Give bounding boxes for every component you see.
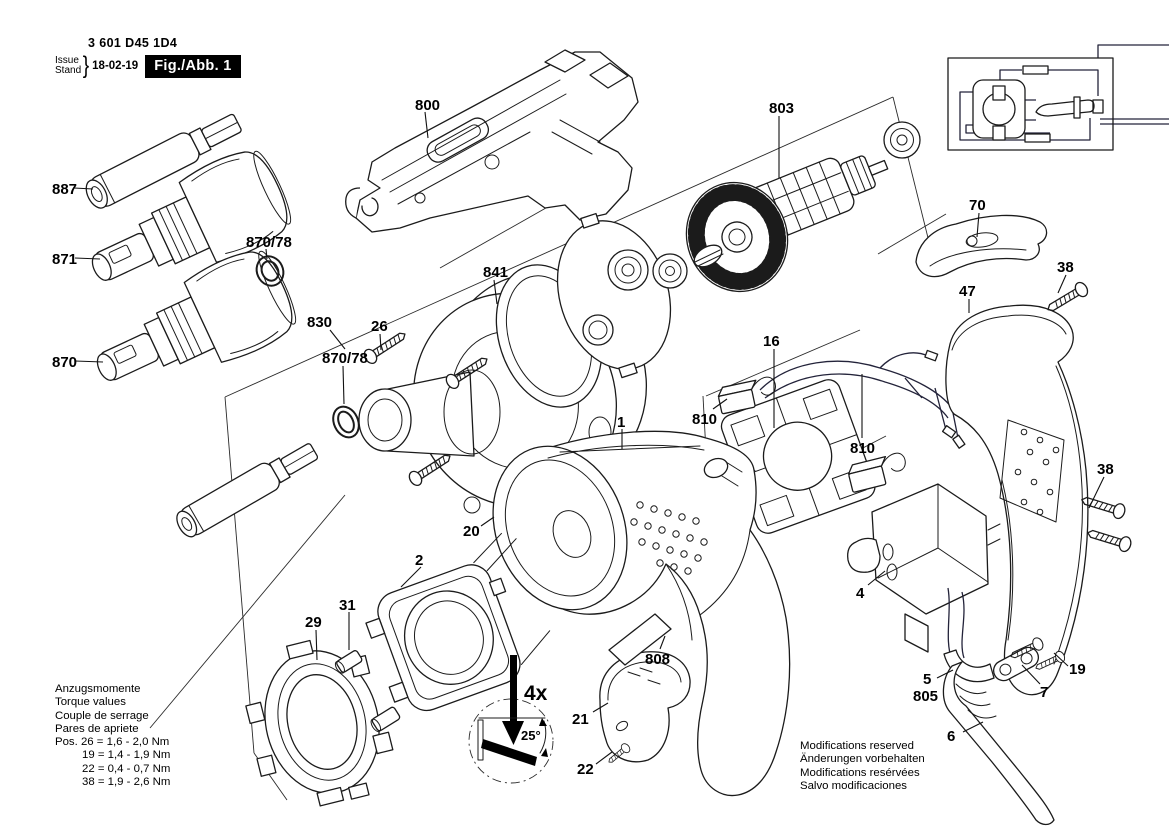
part-21-deflector [600,652,690,762]
callout-38-lower: 38 [1097,461,1114,478]
modification-line: Modifications resérvées [800,766,920,779]
leader-20 [481,517,494,526]
callout-800: 800 [415,97,441,114]
part-number: 3 601 D45 1D4 [88,36,178,50]
part-47-handle-shell [946,305,1088,694]
suppressor-symbol-top [1023,66,1048,74]
callout-2: 2 [415,552,424,569]
callout-887: 887 [52,181,78,198]
torque-value: 22 = 0,4 - 0,7 Nm [82,762,171,775]
callout-5: 5 [923,671,932,688]
issue-label: Issue [55,54,79,66]
leader-38-upper [1058,275,1066,293]
callout-31: 31 [339,597,356,614]
callout-830: 830 [307,314,333,331]
torque-value: 38 = 1,9 - 2,6 Nm [82,776,171,789]
modification-line: Modifications reserved [800,740,914,752]
callout-26: 26 [371,318,388,335]
suppressor-symbol-bottom [1025,134,1050,142]
callout-871: 871 [52,251,78,268]
callout-19: 19 [1069,661,1086,678]
leader-26 [380,334,381,350]
callout-7: 7 [1040,684,1049,701]
torque-line: Anzugsmomente [55,683,141,695]
part-800-screw-magazine [346,50,638,232]
part-4-switch [848,484,1000,652]
callout-810-right: 810 [850,440,876,457]
part-803-armature [671,122,920,306]
callout-870: 870 [52,354,78,371]
callout-870-78-upper: 870/78 [246,234,292,251]
quantity-marker: 4x [524,682,548,705]
figure-label: Fig./Abb. 1 [145,55,240,78]
torque-value: 19 = 1,4 - 1,9 Nm [82,749,171,762]
callout-870-78-lower: 870/78 [322,350,368,367]
leader-808 [660,636,665,649]
callout-70: 70 [969,197,986,214]
brace-glyph: } [82,52,90,79]
ball-bearing-front [653,254,687,288]
callout-803: 803 [769,100,795,117]
modification-note [800,740,925,793]
stand-label: Stand [55,65,82,76]
modification-line: Salvo modificaciones [800,779,907,792]
callout-22: 22 [577,761,594,778]
callout-20: 20 [463,523,480,540]
callout-6: 6 [947,728,956,745]
issue-date: 18-02-19 [92,60,139,72]
callout-47: 47 [959,283,976,300]
part-bit-holder-lower [172,438,321,541]
callout-808: 808 [645,651,671,668]
torque-line: Pares de apriete [55,722,139,735]
title-block [55,36,241,80]
torque-line: Couple de serrage [55,709,149,722]
modification-line: Änderungen vorbehalten [800,753,925,766]
leader-870-78-lower [343,366,344,404]
callout-810-left: 810 [692,411,718,428]
wiring-schematic [948,45,1169,150]
torque-note [55,683,170,789]
callout-1: 1 [617,414,626,431]
callout-38-upper: 38 [1057,259,1074,276]
callout-21: 21 [572,711,589,728]
callout-805: 805 [913,688,939,705]
switch-symbol [1036,97,1103,118]
callout-16: 16 [763,333,780,350]
motor-symbol [973,80,1025,140]
callout-4: 4 [856,585,865,602]
torque-value: Pos. 26 = 1,6 - 2,0 Nm [55,736,170,749]
callout-841: 841 [483,264,509,281]
ball-bearing-rear [884,122,920,158]
part-870-78-o-ring-lower [328,402,363,441]
torque-line: Torque values [55,696,126,709]
detail-screw-wedge [481,739,537,766]
angle-marker: 25° [521,728,541,743]
callout-29: 29 [305,614,322,631]
detail-arrow-shaft [510,655,517,723]
part-70-belt-clip [916,215,1047,276]
